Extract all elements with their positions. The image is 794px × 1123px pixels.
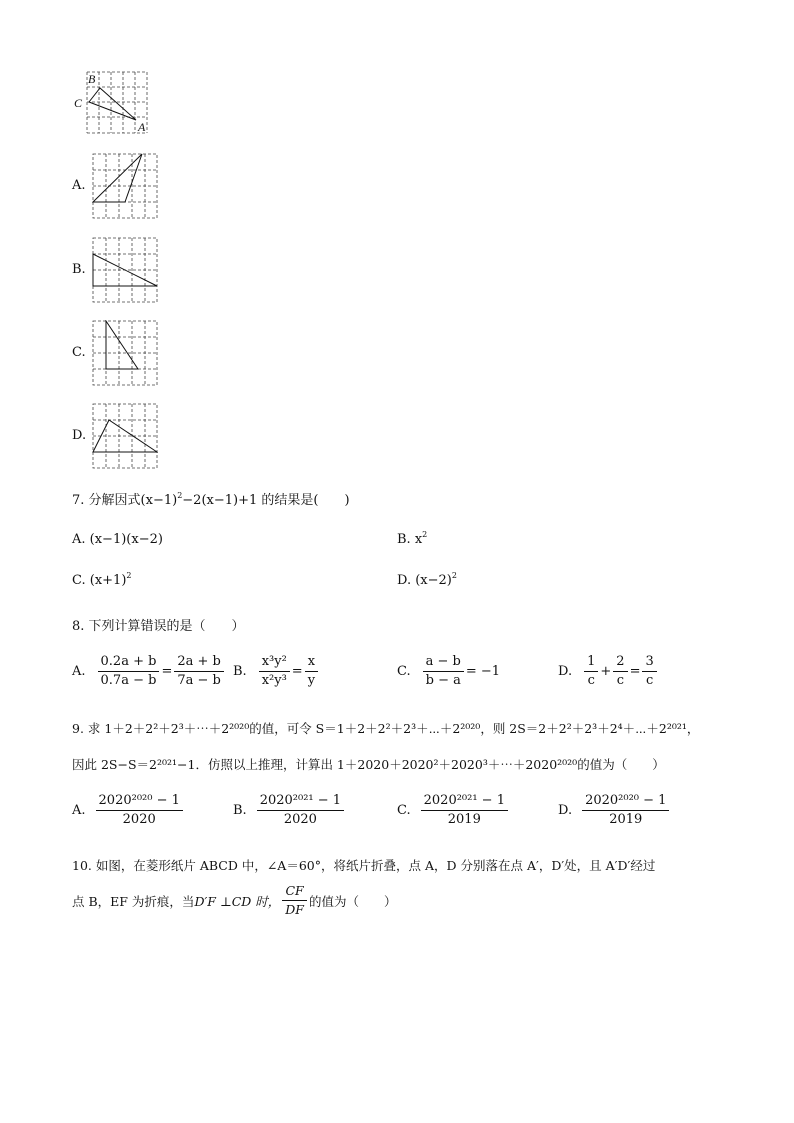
main-triangle-grid (74, 70, 158, 136)
q8-d-den3: c (645, 673, 654, 688)
q9-c-num: 2020²⁰²¹ − 1 (421, 794, 508, 811)
q8-b-frac1 (259, 655, 290, 688)
q8-b-frac2 (305, 655, 318, 688)
q8-b-den1: x²y³ (261, 673, 287, 688)
q7-option-c (72, 573, 131, 588)
q8-d-frac1 (584, 655, 598, 688)
q8-option-d (558, 655, 659, 688)
q8-d-plus: + (600, 664, 612, 679)
q8-a-num2: 2a + b (174, 655, 224, 672)
q8-option-b (233, 655, 320, 688)
q9-d-frac (582, 794, 669, 827)
q10-line2 (72, 884, 396, 917)
q8-c-frac1 (423, 655, 464, 688)
q9-option-c-label: C. (397, 803, 411, 818)
q10-line2-pre: 点 B，EF 为折痕，当 (72, 893, 195, 909)
q9-c-den: 2019 (447, 812, 481, 827)
q8-d-den1: c (587, 673, 595, 688)
q7-option-b (397, 532, 427, 547)
option-a-figure (92, 153, 158, 219)
q7-option-a: A. (x−1)(x−2) (72, 532, 163, 547)
q9-b-frac (257, 794, 344, 827)
vertex-a-label: A (138, 120, 146, 134)
q8-d-den2: c (616, 673, 625, 688)
q8-option-d-label: D. (558, 664, 573, 679)
q9-option-b-label: B. (233, 803, 247, 818)
q8-b-eq: = (291, 664, 303, 679)
q7-option-d (397, 573, 457, 588)
q9-d-num: 2020²⁰²⁰ − 1 (582, 794, 669, 811)
q9-option-a (72, 794, 185, 827)
q8-option-b-label: B. (233, 664, 247, 679)
q9-b-num: 2020²⁰²¹ − 1 (257, 794, 344, 811)
vertex-c-label: C (74, 96, 83, 110)
q9-option-b (233, 794, 346, 827)
q8-option-a (72, 655, 226, 688)
q9-option-a-label: A. (72, 803, 86, 818)
option-c-label: C. (72, 345, 86, 360)
option-b-label: B. (72, 262, 86, 277)
q8-d-num1: 1 (584, 655, 598, 672)
q8-a-den2: 7a − b (177, 673, 221, 688)
q8-b-num2: x (305, 655, 318, 672)
q9-option-d-label: D. (558, 803, 573, 818)
q7-option-b-text: B. x (397, 532, 423, 547)
q7-option-d-text: D. (x−2) (397, 573, 452, 588)
q7-option-c-sup: 2 (126, 571, 132, 580)
main-figure (74, 70, 158, 136)
q10-ratio-num: CF (282, 884, 306, 901)
q7-option-c-text: C. (x+1) (72, 573, 127, 588)
option-a-label: A. (72, 178, 86, 193)
option-c-figure (92, 320, 158, 386)
q8-a-eq: = (161, 664, 173, 679)
option-d-figure (92, 403, 158, 469)
q9-c-frac (421, 794, 508, 827)
q8-c-den1: b − a (425, 673, 461, 688)
option-b-figure (92, 237, 158, 303)
q9-option-c (397, 794, 510, 827)
q9-option-d (558, 794, 671, 827)
q9-a-den: 2020 (122, 812, 156, 827)
q7-stem-post: −2(x−1)+1 的结果是( ) (182, 493, 350, 508)
q10-ratio-den: DF (285, 902, 304, 917)
q7-stem (72, 489, 350, 508)
q9-b-den: 2020 (283, 812, 317, 827)
q9-a-num: 2020²⁰²⁰ − 1 (96, 794, 183, 811)
q8-c-rhs: = −1 (465, 664, 501, 679)
option-d-label: D. (72, 428, 87, 443)
q8-b-num1: x³y² (259, 655, 290, 672)
q8-option-a-label: A. (72, 664, 86, 679)
q8-option-c-label: C. (397, 664, 411, 679)
q10-line2-mid: D′F ⊥CD 时， (194, 893, 281, 909)
q8-d-eq: = (629, 664, 641, 679)
q8-b-den2: y (307, 673, 316, 688)
vertex-b-label: B (88, 72, 96, 86)
q10-line2-post: 的值为（ ） (308, 893, 397, 909)
q8-a-num1: 0.2a + b (98, 655, 160, 672)
q10-line1: 10. 如图，在菱形纸片 ABCD 中，∠A＝60°，将纸片折叠，点 A，D 分别落在点 A′，D′处，且 A′D′经过 (72, 858, 656, 873)
q8-option-c (397, 655, 500, 688)
q7-stem-sup: 2 (177, 491, 183, 500)
q8-a-frac1 (98, 655, 160, 688)
q8-c-num1: a − b (423, 655, 464, 672)
q8-a-den1: 0.7a − b (100, 673, 157, 688)
q8-d-frac2 (613, 655, 627, 688)
q7-stem-pre: 7. 分解因式(x−1) (72, 493, 178, 508)
q9-d-den: 2019 (609, 812, 643, 827)
q8-a-frac2 (174, 655, 224, 688)
q9-a-frac (96, 794, 183, 827)
q7-option-d-sup: 2 (451, 571, 457, 580)
q7-option-b-sup: 2 (422, 530, 428, 539)
q9-line1: 9. 求 1＋2＋2²＋2³＋⋯＋2²⁰²⁰的值，可令 S＝1＋2＋2²＋2³＋⋯＋2²⁰²⁰，则 2S＝2＋2²＋2³＋2⁴＋⋯＋2²⁰²¹， (72, 721, 700, 736)
q8-d-num2: 2 (613, 655, 627, 672)
q8-d-num3: 3 (642, 655, 656, 672)
q8-d-frac3 (642, 655, 656, 688)
q9-line2: 因此 2S−S＝2²⁰²¹−1．仿照以上推理，计算出 1＋2020＋2020²＋2020³＋⋯＋2020²⁰²⁰的值为（ ） (72, 757, 665, 772)
q8-stem: 8. 下列计算错误的是（ ） (72, 619, 245, 634)
q10-ratio-frac (282, 884, 307, 917)
